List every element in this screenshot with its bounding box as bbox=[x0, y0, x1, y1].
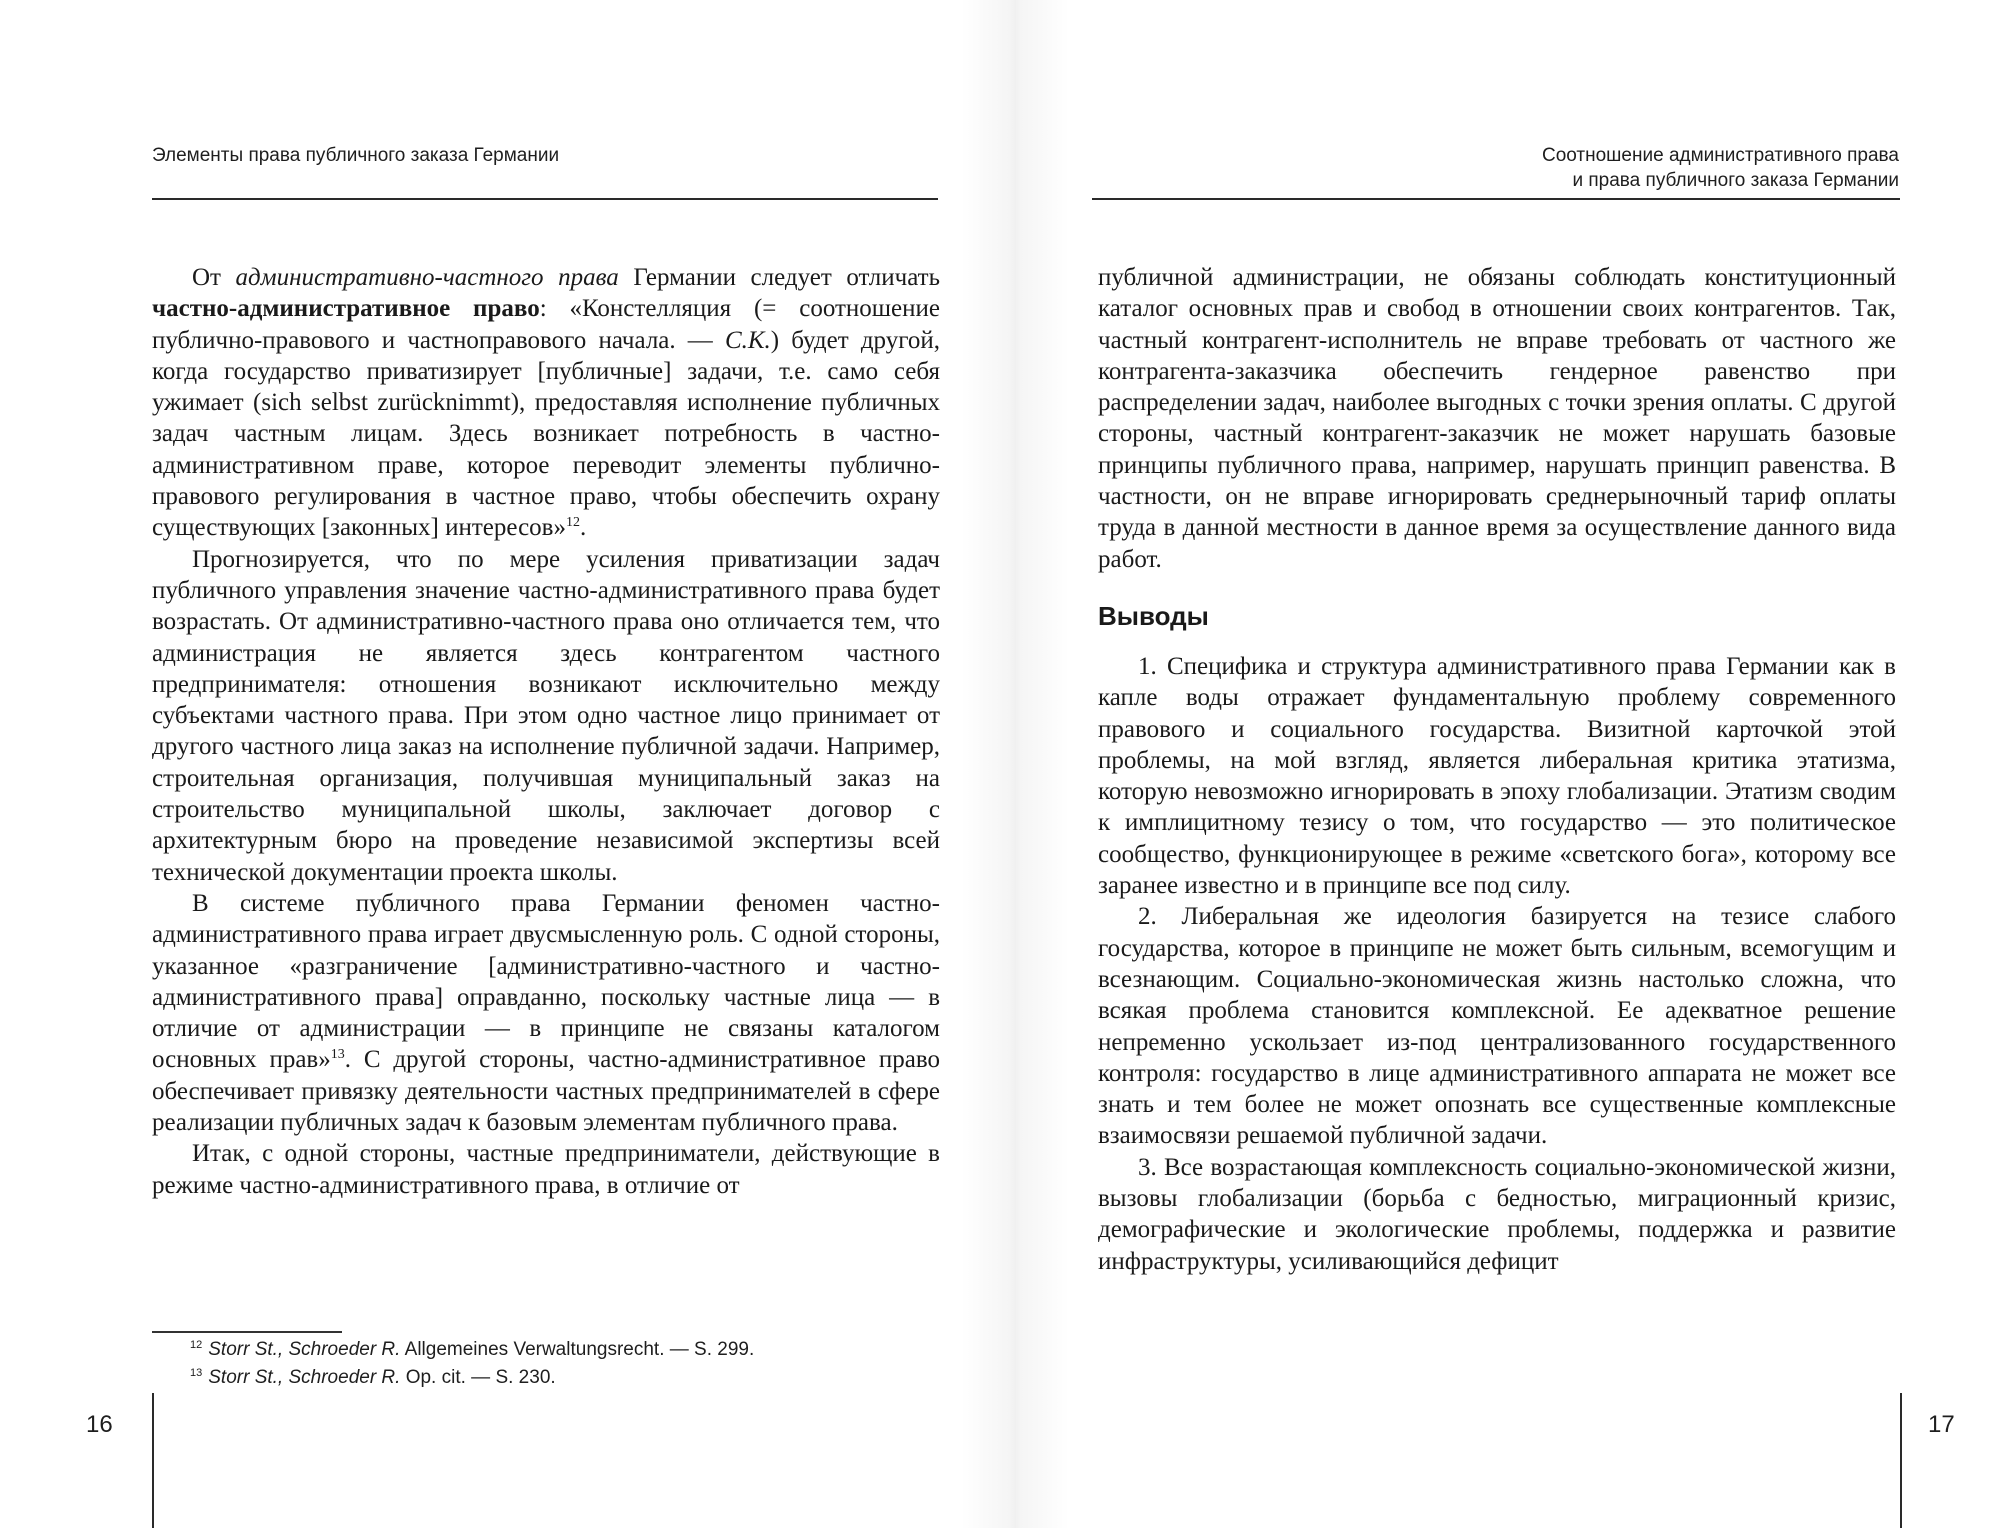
right-page-number: 17 bbox=[1928, 1411, 1955, 1438]
term-private-admin-law: частно-административное право bbox=[152, 295, 540, 323]
right-running-head-line-1: Соотношение административного права bbox=[1541, 145, 1899, 166]
conclusion-1: 1. Специфика и структура административного права Германии как в капле воды отражает фундаментальную проблему современного правового и социального государства. Визитной карточкой этой проблемы, на мой взгляд, является либеральная критика этатизма, которую невозможно игнорировать в эпоху глобализации. Этатизм сводим к имплицитному тезису о том, что государство — это политическое сообщество, функционирующее в режиме «светского бога», которому все заранее известно и в принципе все под силу. bbox=[1098, 652, 1896, 900]
footnote-ref-12: 12 bbox=[565, 515, 580, 531]
right-running-head-line-2: и права публичного заказа Германии bbox=[1572, 170, 1899, 191]
footnote-12: $^{12}$ Storr St., Schroeder R. Allgemeines Verwaltungsrecht. — S. 299. bbox=[190, 1339, 755, 1360]
footnote-rule bbox=[152, 1331, 342, 1333]
left-running-head: Элементы права публичного заказа Германии bbox=[152, 145, 560, 166]
right-paragraph-continuation: публичной администрации, не обязаны соблюдать конституционный каталог основных прав и свобод в отношении своих контрагентов. Так, частный контрагент-исполнитель не вправе требовать от частного же контрагента-заказчика обеспечить гендерное равенство при распределении задач, наиболее выгодных с точки зрения оплаты. С другой стороны, частный контрагент-заказчик не может нарушать базовые принципы публичного права, например, нарушать принцип равенства. В частности, он не вправе игнорировать среднерыночный тариф оплаты труда в данной местности в данное время за осуществление данного вида работ. bbox=[1098, 264, 1896, 573]
left-folio-rule bbox=[152, 1393, 154, 1528]
right-running-head bbox=[1542, 143, 1899, 193]
section-title-conclusions: Выводы bbox=[1098, 600, 1209, 631]
right-folio-rule bbox=[1900, 1393, 1902, 1528]
right-header-rule bbox=[1092, 198, 1900, 200]
left-header-rule bbox=[152, 198, 938, 200]
left-body bbox=[152, 262, 940, 1201]
right-body bbox=[1098, 262, 1896, 1277]
left-page-number: 16 bbox=[86, 1411, 113, 1438]
footnote-ref-13: 13 bbox=[330, 1047, 345, 1063]
left-paragraph-2: Прогнозируется, что по мере усиления приватизации задач публичного управления значение частно-административного права будет возрастать. От административно-частного права оно отличается тем, что администрация не является здесь контрагентом частного предпринимателя: отношения возникают исключительно между субъектами частного права. При этом одно частное лицо принимает от другого частного лица заказ на исполнение публичной задачи. Например, строительная организация, получившая муниципальный заказ на строительство муниципальной школы, заключает договор с архитектурным бюро на проведение независимой экспертизы всей технической документации проекта школы. bbox=[152, 545, 940, 886]
left-paragraph-1: От административно-частного права Германии следует отличать частно-административное право: «Констелляция (= соотношение публично-правового и частноправового начала. — С.К.) будет другой, когда государство приватизирует [публичные] задачи, т.е. само себя ужимает (sich selbst zurücknimmt), предоставляя исполнение публичных задач частным лицам. Здесь возникает потребность в частно-административном праве, которое переводит элементы публично-правового регулирования в частное право, чтобы обеспечить охрану существующих [законных] интересов»$^{12}$. bbox=[152, 264, 940, 542]
term-admin-private-law: административно-частного права bbox=[235, 264, 619, 291]
gutter-shadow bbox=[960, 0, 1070, 1528]
left-paragraph-4: Итак, с одной стороны, частные предприниматели, действующие в режиме частно-административного права, в отличие от bbox=[152, 1140, 940, 1199]
footnotes bbox=[152, 1336, 942, 1392]
conclusion-3: 3. Все возрастающая комплексность социально-экономической жизни, вызовы глобализации (борьба с бедностью, миграционный кризис, демографические и экологические проблемы, поддержка и развитие инфраструктуры, усиливающийся дефицит bbox=[1098, 1153, 1896, 1275]
conclusion-2: 2. Либеральная же идеология базируется на тезисе слабого государства, которое в принципе не может быть сильным, всемогущим и всезнающим. Социально-экономическая жизнь настолько сложна, что всякая проблема становится комплексной. Ее адекватное решение непременно ускользает из-под централизованного государственного контроля: государство в лице административного аппарата не может все знать и тем более не может опознать все существенные комплексные взаимосвязи решаемой публичной задачи. bbox=[1098, 903, 1896, 1150]
left-paragraph-3: В системе публичного права Германии феномен частно-административного права играет двусмысленную роль. С одной стороны, указанное «разграничение [административно-частного и частно-административного права] оправданно, поскольку частные лица — в отличие от администрации — в принципе не связаны каталогом основных прав»$^{13}$. С другой стороны, частно-административное право обеспечивает привязку деятельности частных предпринимателей в сфере реализации публичных задач к базовым элементам публичного права. bbox=[152, 889, 940, 1137]
footnote-13: $^{13}$ Storr St., Schroeder R. Op. cit. — S. 230. bbox=[190, 1367, 556, 1388]
